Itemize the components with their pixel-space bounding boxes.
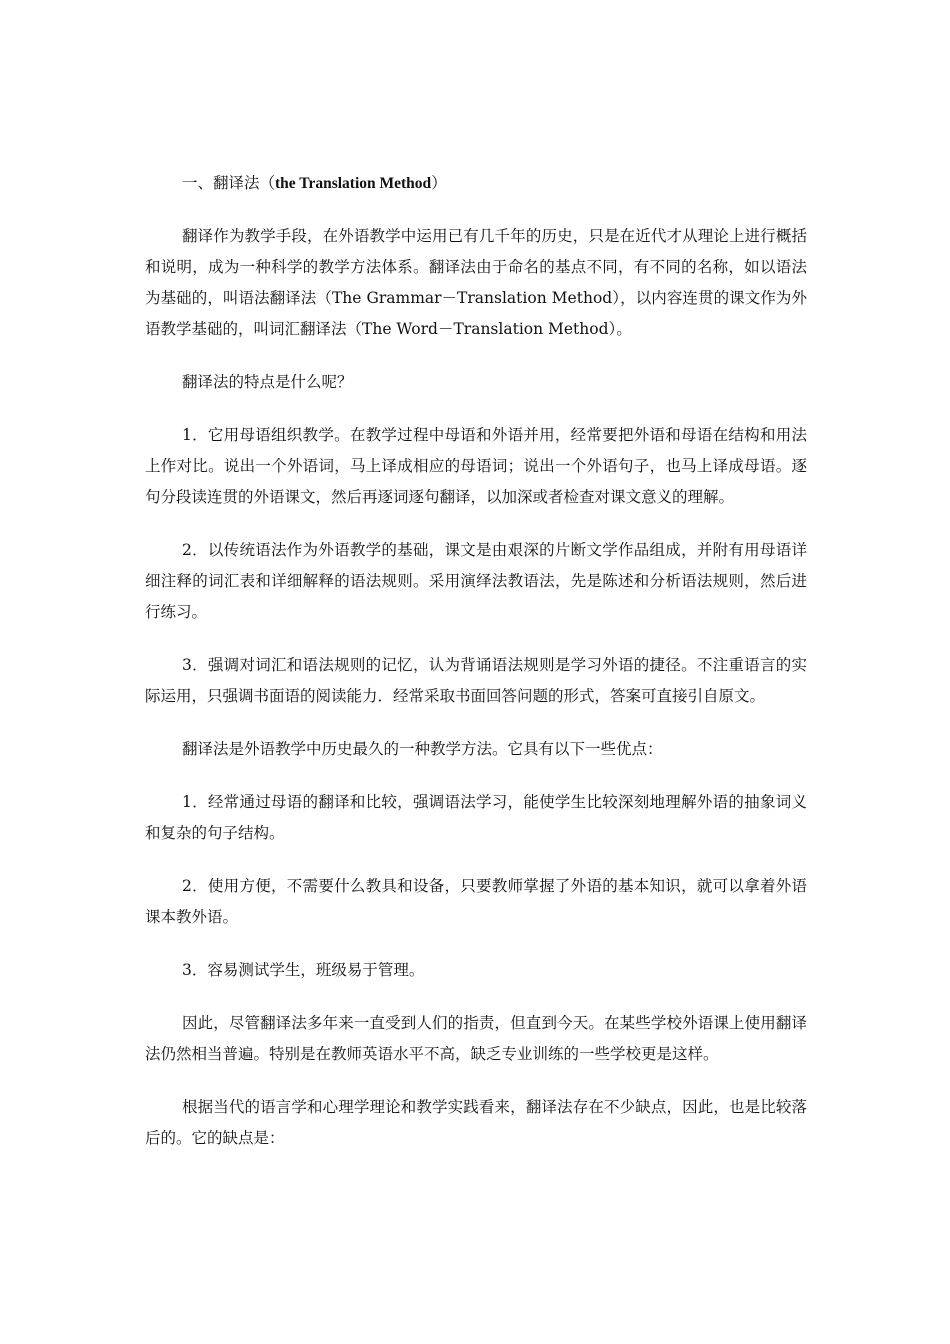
- paragraph-feature-2: 2．以传统语法作为外语教学的基础，课文是由艰深的片断文学作品组成，并附有用母语详细注释的词汇表和详细解释的语法规则。采用演绎法教语法，先是陈述和分析语法规则，然后进行练习。: [145, 541, 807, 621]
- paragraph-feature-1: 1．它用母语组织教学。在教学过程中母语和外语并用，经常要把外语和母语在结构和用法上作对比。说出一个外语词，马上译成相应的母语词；说出一个外语句子，也马上译成母语。逐句分段读连贯的外语课文，然后再逐词逐句翻译，以加深或者检查对课文意义的理解。: [145, 426, 807, 506]
- paragraph-conclusion: 因此，尽管翻译法多年来一直受到人们的指责，但直到今天。在某些学校外语课上使用翻译法仍然相当普遍。特别是在教师英语水平不高，缺乏专业训练的一些学校更是这样。: [145, 1014, 807, 1063]
- paragraph-disadvantages-intro: 根据当代的语言学和心理学理论和教学实践看来，翻译法存在不少缺点，因此，也是比较落后的。它的缺点是：: [145, 1098, 807, 1147]
- paragraph-question: 翻译法的特点是什么呢？: [182, 373, 353, 391]
- document-body: [145, 168, 807, 1176]
- section-heading-prefix: 一、翻译法（: [182, 174, 276, 192]
- section-heading: [145, 168, 807, 199]
- paragraph-feature-3: 3．强调对词汇和语法规则的记忆，认为背诵语法规则是学习外语的捷径。不注重语言的实际运用，只强调书面语的阅读能力．经常采取书面回答问题的形式，答案可直接引自原文。: [145, 656, 807, 705]
- paragraph-advantage-1: 1．经常通过母语的翻译和比较，强调语法学习，能使学生比较深刻地理解外语的抽象词义和复杂的句子结构。: [145, 793, 807, 842]
- section-heading-english: the Translation Method: [275, 175, 432, 192]
- paragraph-advantage-3: 3．容易测试学生，班级易于管理。: [182, 961, 425, 979]
- section-heading-suffix: ）: [431, 174, 447, 192]
- paragraph-advantages-intro: 翻译法是外语教学中历史最久的一种教学方法。它具有以下一些优点：: [182, 740, 663, 758]
- paragraph-advantage-2: 2．使用方便，不需要什么教具和设备，只要教师掌握了外语的基本知识，就可以拿着外语课本教外语。: [145, 877, 807, 926]
- paragraph-intro: 翻译作为教学手段，在外语教学中运用已有几千年的历史，只是在近代才从理论上进行概括和说明，成为一种科学的教学方法体系。翻译法由于命名的基点不同，有不同的名称，如以语法为基础的，叫语法翻译法（The Grammar－Translation Method），以内容连贯的课文作为外语教学基础的，叫词汇翻译法（The Word－Translation Method）。: [145, 227, 807, 338]
